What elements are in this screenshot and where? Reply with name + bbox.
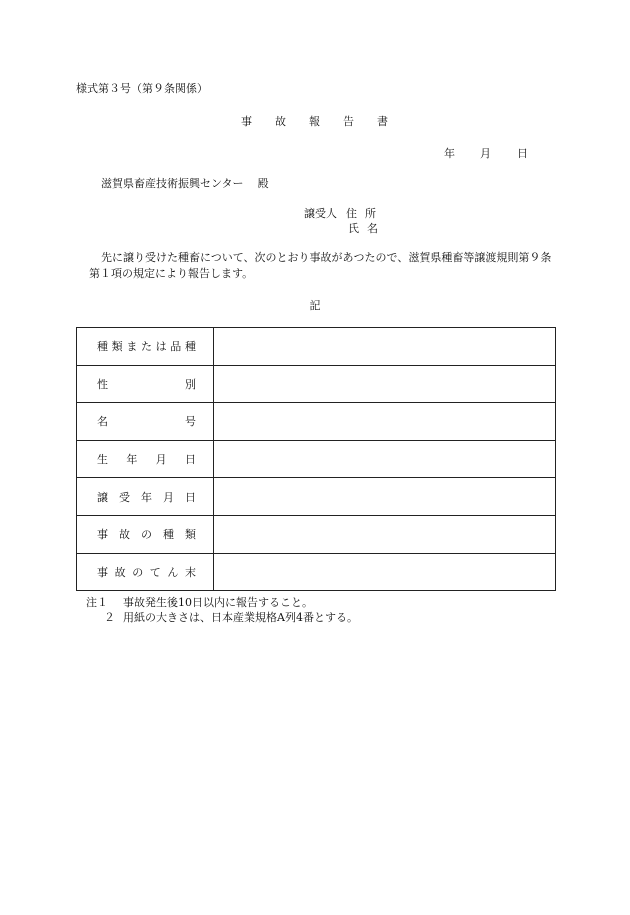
row-label-char: 月 (163, 490, 174, 504)
row-label-char: 品 (170, 340, 182, 354)
row-label-char: の (141, 528, 152, 542)
title-char: 故 (275, 115, 287, 128)
row-label-char: 故 (119, 528, 130, 542)
row-label (97, 564, 196, 580)
addressee (101, 177, 269, 191)
row-label-char: 性 (97, 377, 108, 391)
row-label-char: 種 (163, 528, 174, 542)
row-label (97, 451, 196, 467)
row-label-char: た (140, 340, 152, 354)
row-label-char: 末 (184, 565, 196, 579)
row-label-cell (77, 440, 214, 478)
row-label-char: 種 (97, 340, 108, 354)
table-row (77, 515, 556, 553)
date-line (444, 147, 528, 161)
row-label-char: は (155, 340, 167, 354)
table-row (77, 403, 556, 441)
row-label-char: 月 (155, 453, 167, 467)
row-label-char: 号 (185, 415, 196, 429)
row-label-char: 受 (119, 490, 130, 504)
table-row (77, 440, 556, 478)
row-value-cell[interactable] (214, 328, 556, 366)
row-label-char: 事 (97, 528, 108, 542)
row-value-cell[interactable] (214, 403, 556, 441)
date-day-label: 日 (517, 147, 528, 160)
transferee-address-line (304, 207, 376, 221)
row-label-cell (77, 328, 214, 366)
row-label-char: 名 (97, 415, 108, 429)
date-year-label: 年 (444, 147, 455, 160)
ki-heading: 記 (309, 299, 321, 312)
row-label-char: 別 (185, 377, 196, 391)
row-label-char: 事 (97, 565, 108, 579)
row-label-cell (77, 365, 214, 403)
row-value-cell[interactable] (214, 440, 556, 478)
form-label: 様式第３号（第９条関係） (76, 82, 208, 95)
body-paragraph: 先に譲り受けた種畜について、次のとおり事故があつたので、滋賀県種畜等譲渡規則第９条第１項の規定により報告します。 (89, 251, 552, 280)
row-label-char: 故 (114, 565, 126, 579)
row-label-cell (77, 553, 214, 591)
table-row (77, 365, 556, 403)
row-label-char: 譲 (97, 490, 108, 504)
address-label-char: 所 (365, 207, 376, 220)
note-2 (104, 611, 358, 625)
row-value-cell[interactable] (214, 515, 556, 553)
row-label (97, 376, 196, 392)
row-label-char: て (149, 565, 161, 579)
row-value-cell[interactable] (214, 553, 556, 591)
transferee-role: 譲受人 (304, 207, 337, 220)
address-label-char: 住 (346, 207, 357, 220)
row-label-char: の (132, 565, 144, 579)
row-label-char: 生 (97, 453, 108, 467)
table-row (77, 328, 556, 366)
addressee-honorific: 殿 (257, 177, 269, 190)
row-label-char: 日 (184, 453, 196, 467)
row-label (97, 413, 196, 429)
row-label (97, 526, 196, 542)
title-char: 書 (377, 115, 389, 128)
note-1-label: 注１ (86, 596, 108, 609)
title-char: 事 (241, 115, 253, 128)
note-1 (86, 596, 313, 610)
date-month-label: 月 (480, 147, 491, 160)
report-table (76, 327, 556, 591)
row-label-char: 種 (184, 340, 196, 354)
row-label-cell (77, 478, 214, 516)
transferee-name-line (348, 222, 378, 236)
row-label (97, 489, 196, 505)
table-row (77, 553, 556, 591)
row-label-cell (77, 403, 214, 441)
note-2-label: ２ (104, 611, 115, 624)
row-label-char: 日 (185, 490, 196, 504)
note-2-text: 用紙の大きさは、日本産業規格A列4番とする。 (123, 611, 358, 624)
row-value-cell[interactable] (214, 365, 556, 403)
row-label-char: 類 (185, 528, 196, 542)
document-title (0, 115, 630, 129)
name-label-char: 氏 (348, 222, 359, 235)
row-label-char: ま (126, 340, 138, 354)
addressee-name: 滋賀県畜産技術振興センター (101, 177, 244, 190)
row-label-cell (77, 515, 214, 553)
title-char: 告 (343, 115, 355, 128)
row-label-char: ん (167, 565, 179, 579)
name-label-char: 名 (367, 222, 378, 235)
row-value-cell[interactable] (214, 478, 556, 516)
row-label-char: 類 (111, 340, 123, 354)
title-char: 報 (309, 115, 321, 128)
row-label (97, 338, 196, 354)
note-1-text: 事故発生後10日以内に報告すること。 (123, 596, 313, 609)
row-label-char: 年 (126, 453, 138, 467)
row-label-char: 年 (141, 490, 152, 504)
table-row (77, 478, 556, 516)
